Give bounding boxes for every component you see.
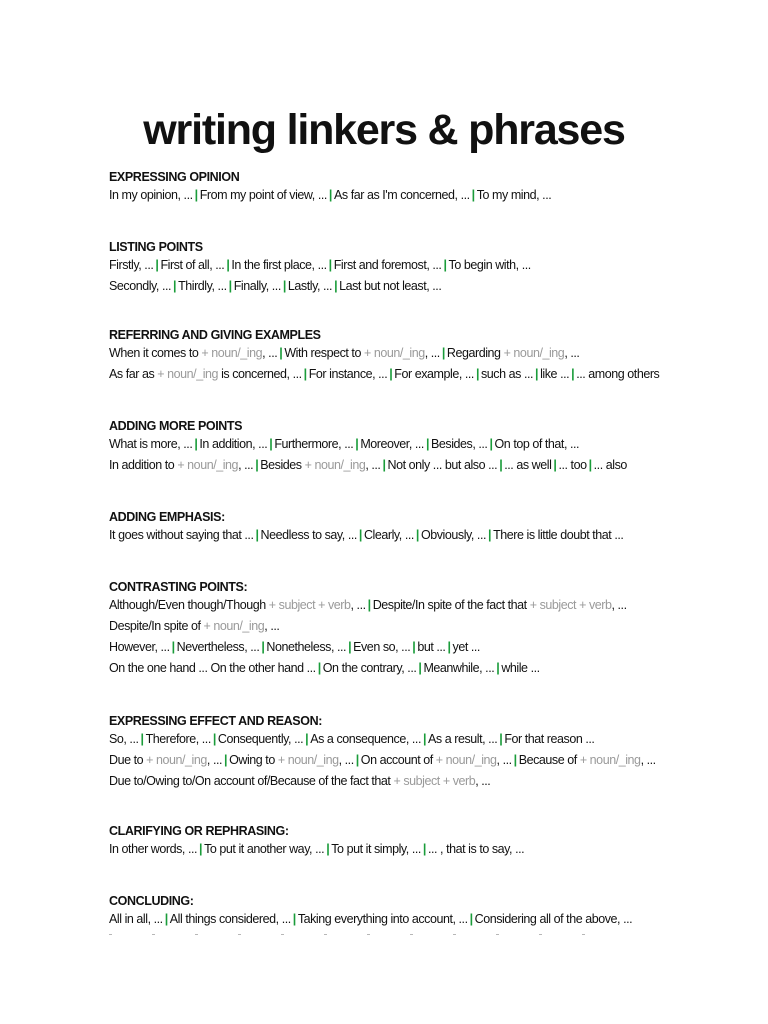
grammar-placeholder: + noun/_ing — [435, 753, 497, 767]
phrase-text: Considering all of the above, ... — [474, 912, 633, 926]
phrase-text: As far as I'm concerned, ... — [333, 188, 470, 202]
phrase-text: In other words, ... — [109, 842, 198, 856]
phrase-text: There is little doubt that ... — [493, 528, 624, 542]
phrase-text: All things considered, ... — [169, 912, 291, 926]
phrase-text: In addition, ... — [199, 437, 268, 451]
separator-bar: | — [415, 528, 419, 542]
section-heading: EXPRESSING OPINION — [109, 170, 240, 184]
phrase-text: With respect to — [284, 346, 364, 360]
separator-bar: | — [418, 661, 422, 675]
section-contrasting-points — [109, 579, 689, 679]
phrase-text: Nevertheless, ... — [176, 640, 260, 654]
phrase-line — [109, 616, 689, 637]
section-heading: CONCLUDING: — [109, 894, 194, 908]
separator-bar: | — [173, 279, 177, 293]
phrase-text: Taking everything into account, ... — [297, 912, 468, 926]
grammar-placeholder: + subject + verb — [268, 598, 351, 612]
phrase-text: Moreover, ... — [360, 437, 424, 451]
phrase-text: Last but not least, ... — [339, 279, 442, 293]
separator-bar: | — [496, 661, 500, 675]
separator-bar: | — [194, 437, 198, 451]
phrase-text: is concerned, ... — [218, 367, 302, 381]
grammar-placeholder: + noun/_ing — [157, 367, 219, 381]
separator-bar: | — [499, 458, 503, 472]
separator-bar: | — [282, 279, 286, 293]
separator-bar: | — [355, 753, 359, 767]
separator-bar: | — [355, 437, 359, 451]
phrase-text: , ... — [611, 598, 627, 612]
phrase-text: Secondly, ... — [109, 279, 172, 293]
grammar-placeholder: + noun/_ing — [363, 346, 425, 360]
phrase-text: Even so, ... — [353, 640, 411, 654]
phrase-text: while ... — [501, 661, 540, 675]
phrase-line — [109, 658, 689, 679]
phrase-text: For example, ... — [394, 367, 474, 381]
phrase-line — [109, 750, 689, 771]
separator-bar: | — [292, 912, 296, 926]
phrase-text: First and foremost, ... — [333, 258, 442, 272]
phrase-text: ... among others — [576, 367, 660, 381]
phrase-text: To my mind, ... — [476, 188, 552, 202]
section-heading: EXPRESSING EFFECT AND REASON: — [109, 714, 322, 728]
phrase-text: Besides, ... — [431, 437, 488, 451]
grammar-placeholder: + noun/_ing — [146, 753, 207, 767]
phrase-text: First of all, ... — [160, 258, 225, 272]
phrase-text: , ... — [475, 774, 491, 788]
phrase-text: In my opinion, ... — [109, 188, 193, 202]
grammar-placeholder: + noun/_ing — [201, 346, 263, 360]
phrase-text: As a result, ... — [428, 732, 498, 746]
phrase-text: To put it another way, ... — [204, 842, 325, 856]
separator-bar: | — [164, 912, 168, 926]
separator-bar: | — [489, 437, 493, 451]
phrase-line — [109, 364, 689, 385]
phrase-text: , ... — [365, 458, 381, 472]
phrase-text: , ... — [264, 619, 280, 633]
phrase-text: In addition to — [109, 458, 178, 472]
phrase-text: Consequently, ... — [217, 732, 304, 746]
separator-bar: | — [303, 367, 307, 381]
phrase-text: Not only ... but also ... — [387, 458, 498, 472]
phrase-line — [109, 255, 689, 276]
separator-bar: | — [328, 188, 332, 202]
separator-bar: | — [328, 258, 332, 272]
phrase-text: Due to — [109, 753, 147, 767]
separator-bar: | — [382, 458, 386, 472]
phrase-text: , ... — [424, 346, 440, 360]
phrase-text: , ... — [496, 753, 512, 767]
grammar-placeholder: + noun/_ing — [304, 458, 366, 472]
section-heading: ADDING MORE POINTS — [109, 419, 243, 433]
phrase-text: Regarding — [446, 346, 504, 360]
separator-bar: | — [412, 640, 416, 654]
separator-bar: | — [471, 188, 475, 202]
section-concluding — [109, 893, 689, 930]
phrase-text: Therefore, ... — [145, 732, 211, 746]
phrase-text: Firstly, ... — [109, 258, 154, 272]
phrase-line — [109, 909, 689, 930]
phrase-text: Despite/In spite of — [109, 619, 204, 633]
separator-bar: | — [389, 367, 393, 381]
grammar-placeholder: + noun/_ing — [177, 458, 239, 472]
phrase-line — [109, 525, 689, 546]
separator-bar: | — [194, 188, 198, 202]
separator-bar: | — [226, 258, 230, 272]
phrase-line — [109, 771, 689, 792]
section-heading: ADDING EMPHASIS: — [109, 510, 225, 524]
phrase-line — [109, 637, 689, 658]
section-effect-reason — [109, 713, 689, 792]
section-heading: LISTING POINTS — [109, 240, 203, 254]
phrase-text: ... too — [558, 458, 587, 472]
section-adding-points — [109, 418, 689, 476]
section-expressing-opinion — [109, 169, 689, 206]
separator-bar: | — [269, 437, 273, 451]
separator-bar: | — [348, 640, 352, 654]
phrase-text: Besides — [260, 458, 305, 472]
page-title: writing linkers & phrases — [143, 106, 625, 154]
section-heading: CLARIFYING OR REPHRASING: — [109, 824, 289, 838]
phrase-line — [109, 434, 689, 455]
grammar-placeholder: + noun/_ing — [579, 753, 641, 767]
phrase-text: , ... — [338, 753, 354, 767]
phrase-text: ... , that is to say, ... — [427, 842, 525, 856]
separator-bar: | — [326, 842, 330, 856]
phrase-line — [109, 343, 689, 364]
phrase-text: Furthermore, ... — [274, 437, 354, 451]
separator-bar: | — [171, 640, 175, 654]
separator-bar: | — [553, 458, 557, 472]
phrase-text: , ... — [640, 753, 656, 767]
phrase-text: When it comes to — [109, 346, 202, 360]
section-referring-examples — [109, 327, 689, 385]
phrase-text: Despite/In spite of the fact that — [372, 598, 530, 612]
separator-bar: | — [422, 732, 427, 746]
grammar-placeholder: + noun/_ing — [203, 619, 265, 633]
separator-bar: | — [441, 346, 445, 360]
separator-bar: | — [305, 732, 309, 746]
grammar-placeholder: + noun/_ing — [277, 753, 339, 767]
separator-bar: | — [447, 640, 451, 654]
phrase-text: Thirdly, ... — [178, 279, 227, 293]
phrase-text: like ... — [540, 367, 570, 381]
phrase-text: Meanwhile, ... — [423, 661, 495, 675]
phrase-text: but ... — [417, 640, 446, 654]
section-heading: CONTRASTING POINTS: — [109, 580, 248, 594]
phrase-text: To begin with, ... — [448, 258, 531, 272]
phrase-text: All in all, ... — [109, 912, 163, 926]
separator-bar: | — [425, 437, 430, 451]
separator-bar: | — [588, 458, 592, 472]
separator-bar: | — [279, 346, 283, 360]
phrase-text: As far as — [109, 367, 158, 381]
phrase-line — [109, 839, 689, 860]
phrase-text: For that reason ... — [504, 732, 595, 746]
phrase-text: , ... — [206, 753, 223, 767]
phrase-text: Due to/Owing to/On account of/Because of the fact that — [109, 774, 394, 788]
phrase-line — [109, 276, 689, 297]
phrase-text: , ... — [564, 346, 580, 360]
separator-bar: | — [212, 732, 216, 746]
separator-bar: | — [571, 367, 575, 381]
phrase-text: Owing to — [229, 753, 278, 767]
separator-bar: | — [317, 661, 321, 675]
phrase-text: However, ... — [109, 640, 170, 654]
phrase-line — [109, 595, 689, 616]
separator-bar: | — [422, 842, 426, 856]
grammar-placeholder: + noun/_ing — [503, 346, 565, 360]
separator-bar: | — [513, 753, 517, 767]
phrase-line — [109, 729, 689, 750]
phrase-text: To put it simply, ... — [331, 842, 421, 856]
separator-bar: | — [255, 528, 259, 542]
phrase-line — [109, 455, 689, 476]
phrase-text: Finally, ... — [233, 279, 281, 293]
separator-bar: | — [334, 279, 338, 293]
section-listing-points — [109, 239, 689, 297]
grammar-placeholder: + subject + verb — [393, 774, 476, 788]
phrase-text: In the first place, ... — [231, 258, 327, 272]
phrase-text: So, ... — [109, 732, 139, 746]
separator-bar: | — [535, 367, 539, 381]
phrase-text: Although/Even though/Though — [109, 598, 269, 612]
separator-bar: | — [140, 732, 144, 746]
phrase-text: What is more, ... — [109, 437, 193, 451]
phrase-text: , ... — [350, 598, 366, 612]
separator-bar: | — [367, 598, 371, 612]
separator-bar: | — [224, 753, 228, 767]
phrase-line — [109, 185, 689, 206]
cropped-text-remnant — [109, 934, 649, 938]
phrase-text: On the one hand ... On the other hand ... — [109, 661, 316, 675]
phrase-text: On account of — [360, 753, 436, 767]
phrase-text: ... also — [593, 458, 627, 472]
grammar-placeholder: + subject + verb — [529, 598, 612, 612]
phrase-text: Clearly, ... — [363, 528, 414, 542]
phrase-text: Obviously, ... — [420, 528, 487, 542]
separator-bar: | — [499, 732, 503, 746]
phrase-text: , ... — [262, 346, 278, 360]
phrase-text: such as ... — [481, 367, 534, 381]
phrase-text: yet ... — [452, 640, 480, 654]
phrase-text: , ... — [238, 458, 254, 472]
separator-bar: | — [488, 528, 492, 542]
phrase-text: From my point of view, ... — [199, 188, 327, 202]
phrase-text: Nonetheless, ... — [266, 640, 347, 654]
section-adding-emphasis — [109, 509, 689, 546]
separator-bar: | — [199, 842, 203, 856]
separator-bar: | — [255, 458, 259, 472]
section-clarifying — [109, 823, 689, 860]
phrase-text: Needless to say, ... — [260, 528, 357, 542]
separator-bar: | — [228, 279, 232, 293]
phrase-text: Lastly, ... — [287, 279, 333, 293]
phrase-text: For instance, ... — [308, 367, 388, 381]
phrase-text: On the contrary, ... — [322, 661, 417, 675]
phrase-text: As a consequence, ... — [310, 732, 421, 746]
separator-bar: | — [358, 528, 362, 542]
phrase-text: On top of that, ... — [494, 437, 580, 451]
section-heading: REFERRING AND GIVING EXAMPLES — [109, 328, 321, 342]
separator-bar: | — [475, 367, 479, 381]
separator-bar: | — [443, 258, 447, 272]
separator-bar: | — [469, 912, 473, 926]
phrase-text: Because of — [518, 753, 580, 767]
phrase-text: ... as well — [504, 458, 552, 472]
separator-bar: | — [155, 258, 159, 272]
separator-bar: | — [261, 640, 265, 654]
phrase-text: It goes without saying that ... — [109, 528, 254, 542]
